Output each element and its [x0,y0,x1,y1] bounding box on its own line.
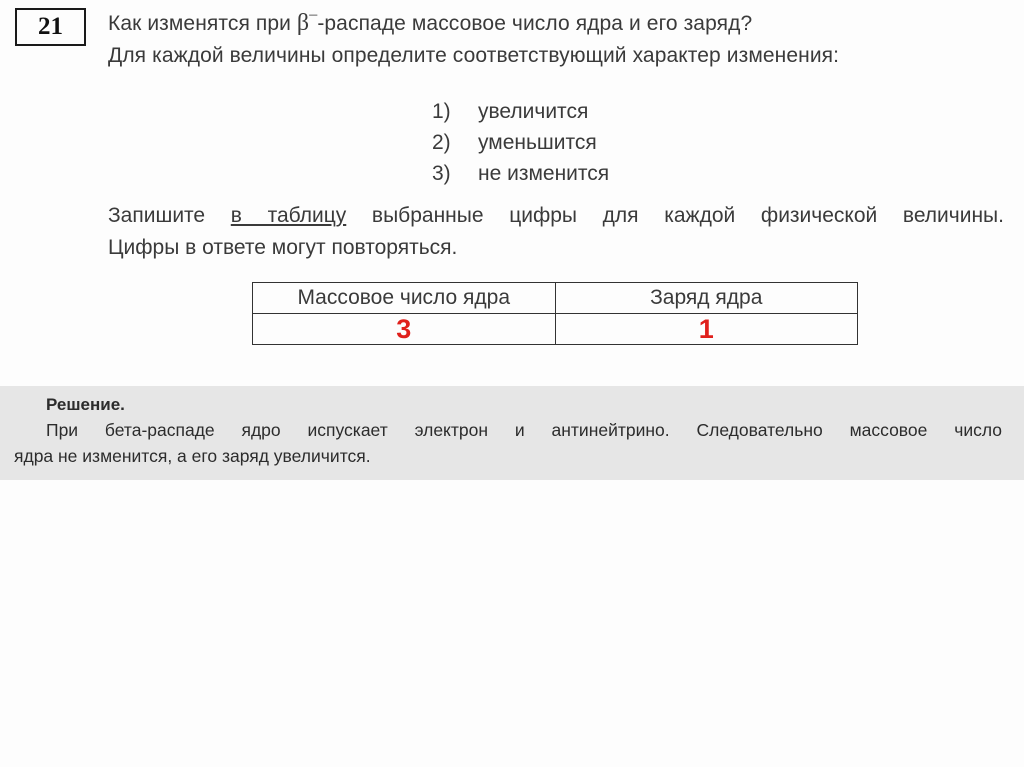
answer-charge: 1 [555,314,858,345]
header-charge: Заряд ядра [555,283,858,314]
instruction-underlined: в таблицу [230,204,347,227]
table-answer-row [253,314,858,345]
option-item [432,96,609,127]
question-line-2: Для каждой величины определите соответствующий характер изменения: [108,44,840,67]
question-text-start: Как изменятся при [108,12,297,35]
beta-symbol: β– [296,6,318,36]
option-number: 1) [432,100,451,123]
solution-title: Решение. [46,395,125,414]
task-number-box: 21 [15,8,86,46]
question-line-1 [108,8,752,37]
instruction-line-1 [108,204,1004,228]
solution-line-1: При бета-распаде ядро испускает электрон и антинейтрино. Следовательно массовое число [46,420,1002,440]
instruction-text-start: Запишите [108,204,231,227]
header-mass-number: Массовое число ядра [253,283,556,314]
solution-line-2: ядра не изменится, а его заряд увеличится. [14,446,371,466]
answer-mass-number: 3 [253,314,556,345]
table-header-row [253,283,858,314]
option-item [432,127,609,158]
option-number: 3) [432,162,451,185]
options-list [432,96,609,189]
instruction-line-2: Цифры в ответе могут повторяться. [108,236,458,259]
option-text: не изменится [478,162,610,185]
option-text: увеличится [478,100,589,123]
beta-minus-sup: – [309,6,318,23]
instruction-text-end: выбранные цифры для каждой физической величины. [346,204,1004,227]
solution-block [0,386,1024,480]
question-text-end: -распаде массовое число ядра и его заряд? [317,12,753,35]
option-number: 2) [432,131,451,154]
option-text: уменьшится [478,131,597,154]
option-item [432,158,609,189]
answer-table [252,282,858,345]
